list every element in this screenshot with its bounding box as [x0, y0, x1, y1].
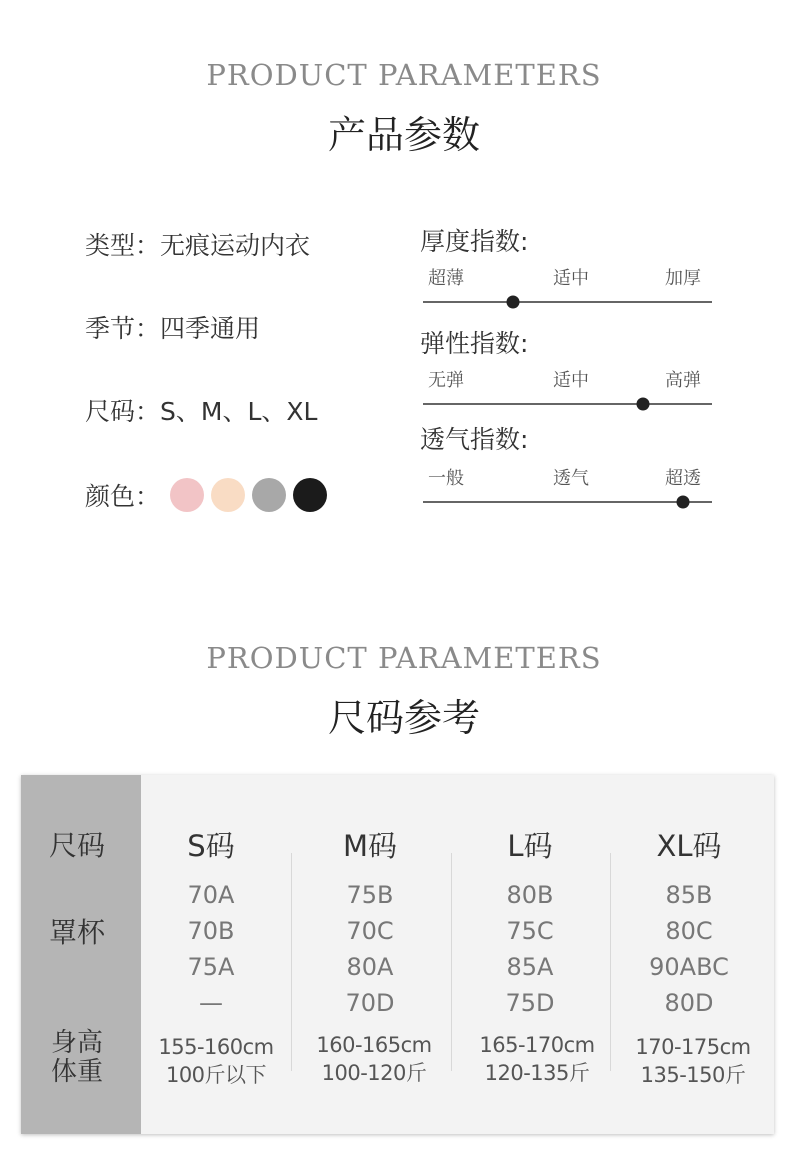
cup-value: 75A	[187, 953, 235, 981]
breathability-scale-marker	[677, 496, 690, 509]
color-swatch-black[interactable]	[293, 478, 327, 512]
breathability-scale-title: 透气指数:	[420, 425, 529, 454]
cup-value: 75D	[505, 989, 555, 1017]
scale-label-high: 高弹	[665, 370, 701, 391]
cup-value: 90ABC	[649, 953, 729, 981]
scale-label-mid: 透气	[553, 468, 589, 489]
weight-value: 120-135斤	[484, 1061, 590, 1085]
cup-value: 70C	[346, 917, 394, 945]
cup-value: 80D	[664, 989, 714, 1017]
size-header-s: S码	[187, 829, 235, 863]
cup-value: 80A	[346, 953, 394, 981]
section-title: 产品参数	[327, 113, 480, 157]
column-divider	[291, 853, 292, 1071]
row-header-body	[51, 1029, 103, 1087]
column-divider	[451, 853, 452, 1071]
scale-label-high: 加厚	[665, 268, 701, 289]
row-header-size: 尺码	[49, 829, 106, 862]
scale-label-mid: 适中	[553, 268, 589, 289]
param-label: 季节：	[85, 314, 161, 343]
row-header-weight: 体重	[51, 1057, 104, 1087]
weight-value: 135-150斤	[640, 1063, 746, 1087]
color-swatch-gray[interactable]	[252, 478, 286, 512]
size-header-l: L码	[507, 829, 553, 863]
elasticity-scale-marker	[636, 398, 649, 411]
breathability-scale-track	[423, 501, 712, 503]
thickness-scale-title: 厚度指数:	[420, 227, 529, 256]
body-values-xl	[635, 1033, 750, 1089]
scale-label-low: 无弹	[428, 370, 464, 391]
row-header-cup: 罩杯	[49, 916, 106, 949]
param-value: 无痕运动内衣	[160, 231, 311, 260]
param-label: 尺码：	[85, 397, 161, 426]
cup-value: —	[198, 989, 223, 1017]
param-value: 四季通用	[160, 314, 261, 343]
section-title: 尺码参考	[327, 696, 480, 740]
param-color	[85, 477, 160, 513]
cup-list-s	[187, 877, 234, 1021]
body-values-l	[479, 1031, 594, 1087]
param-type	[85, 226, 310, 262]
height-value: 170-175cm	[635, 1035, 751, 1059]
cup-list-l	[505, 877, 554, 1021]
param-label: 类型：	[85, 231, 161, 260]
body-values-s	[158, 1033, 273, 1089]
param-label: 颜色：	[85, 482, 161, 511]
cup-value: 80B	[506, 881, 554, 909]
cup-value: 70B	[187, 917, 235, 945]
thickness-scale-track	[423, 301, 712, 303]
height-value: 155-160cm	[158, 1035, 274, 1059]
cup-value: 85A	[506, 953, 554, 981]
cup-list-xl	[649, 877, 729, 1021]
scale-label-high: 超透	[665, 468, 701, 489]
thickness-scale-marker	[506, 296, 519, 309]
size-table	[21, 775, 774, 1134]
height-value: 165-170cm	[479, 1033, 595, 1057]
elasticity-scale-title: 弹性指数:	[420, 329, 529, 358]
param-season	[85, 309, 260, 345]
param-value: S、M、L、XL	[160, 397, 318, 426]
color-swatch-beige[interactable]	[211, 478, 245, 512]
size-header-xl: XL码	[656, 829, 722, 863]
scale-label-low: 一般	[428, 468, 464, 489]
section-title-en: PRODUCT PARAMETERS	[206, 641, 602, 675]
section-title-en: PRODUCT PARAMETERS	[206, 58, 602, 92]
scale-label-mid: 适中	[553, 370, 589, 391]
cup-value: 70D	[345, 989, 395, 1017]
cup-value: 80C	[665, 917, 713, 945]
color-swatch-pink[interactable]	[170, 478, 204, 512]
size-header-m: M码	[342, 829, 398, 863]
weight-value: 100-120斤	[321, 1061, 427, 1085]
column-divider	[610, 853, 611, 1071]
cup-value: 75B	[346, 881, 394, 909]
height-value: 160-165cm	[316, 1033, 432, 1057]
elasticity-scale-track	[423, 403, 712, 405]
cup-list-m	[345, 877, 394, 1021]
row-header-height: 身高	[51, 1028, 104, 1058]
weight-value: 100斤以下	[165, 1063, 267, 1087]
scale-label-low: 超薄	[428, 268, 464, 289]
body-values-m	[316, 1031, 431, 1087]
param-size	[85, 392, 317, 428]
cup-value: 75C	[506, 917, 554, 945]
cup-value: 70A	[187, 881, 235, 909]
cup-value: 85B	[665, 881, 713, 909]
